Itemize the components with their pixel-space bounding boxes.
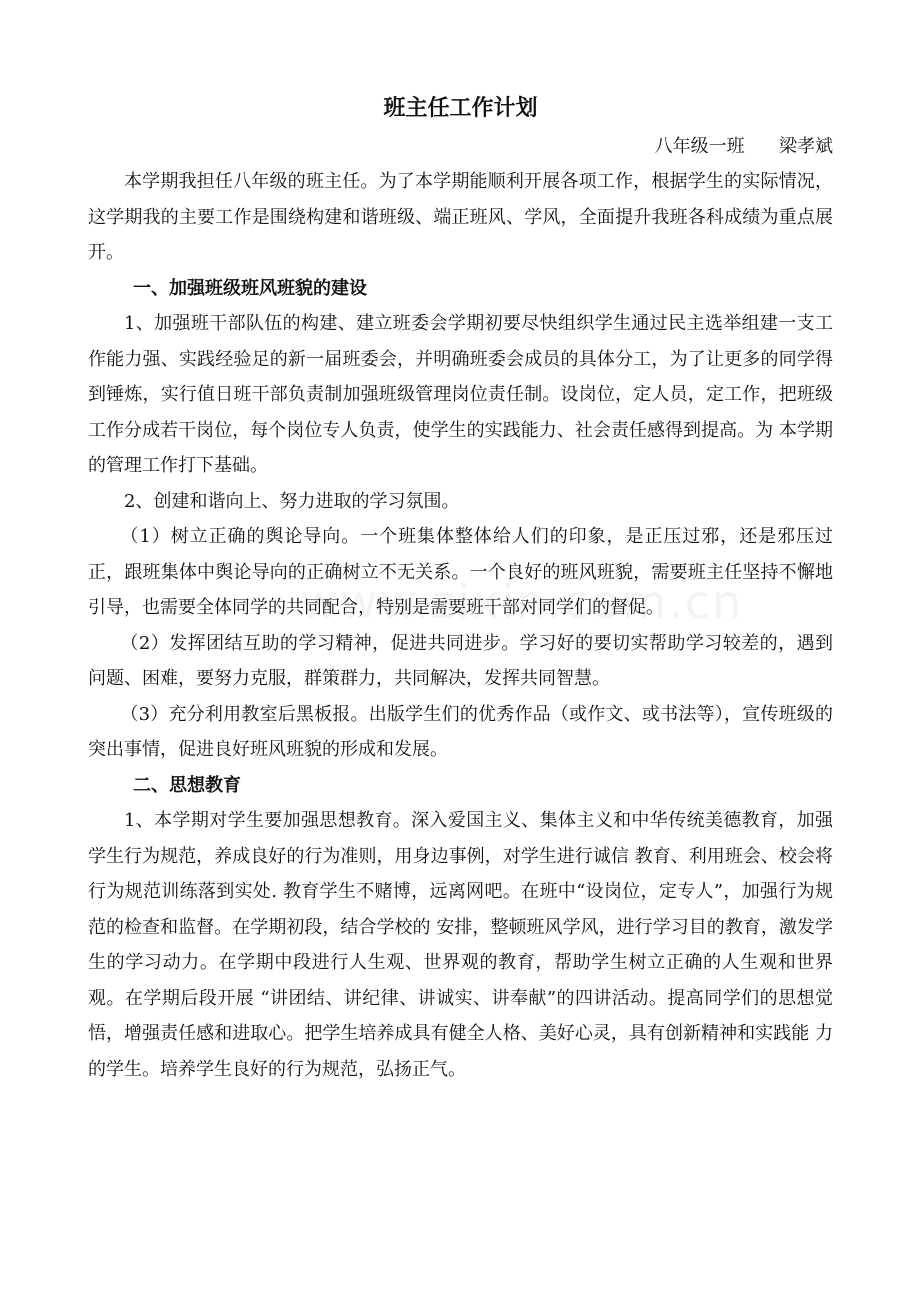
section-1-paragraph-2: 2、创建和谐向上、努力进取的学习氛围。	[124, 490, 460, 512]
section-1-paragraph-3: （1）树立正确的舆论导向。一个班集体整体给人们的印象，是正压过邪，还是邪压过正，跟班集体中舆论导向的正确树立不无关系。一个良好的班风班貌，需要班主任坚持不懈地引导，也需要全体同学的共同配合，特别是需要班干部对同学们的督促。	[88, 526, 833, 618]
section-1-heading: 一、加强班级班风班貌的建设	[133, 277, 367, 299]
section-1-paragraph-1: 1、加强班干部队伍的构建、建立班委会学期初要尽快组织学生通过民主选举组建一支工作能力强、实践经验足的新一届班委会，并明确班委会成员的具体分工，为了让更多的同学得到锤炼，实行值日班干部负责制加强班级管理岗位责任制。设岗位，定人员，定工作，把班级工作分成若干岗位，每个岗位专人负责，使学生的实践能力、社会责任感得到提高。为 本学期的管理工作打下基础。	[88, 313, 833, 476]
intro-paragraph: 本学期我担任八年级的班主任。为了本学期能顺利开展各项工作，根据学生的实际情况，这学期我的主要工作是围绕构建和谐班级、端正班风、学风，全面提升我班各科成绩为重点展开。	[88, 171, 833, 263]
section-2-heading: 二、思想教育	[133, 774, 241, 796]
author-byline: 八年级一班 梁孝斌	[654, 136, 833, 157]
section-1-paragraph-4: （2）发挥团结互助的学习精神，促进共同进步。学习好的要切实帮助学习较差的，遇到问题、困难，要努力克服，群策群力，共同解决，发挥共同智慧。	[88, 632, 833, 689]
section-1-paragraph-5: （3）充分利用教室后黑板报。出版学生们的优秀作品（或作文、或书法等），宣传班级的突出事情，促进良好班风班貌的形成和发展。	[88, 703, 833, 760]
document-title: 班主任工作计划	[383, 95, 538, 121]
document-page	[88, 88, 833, 1087]
section-2-paragraph-1: 1、本学期对学生要加强思想教育。深入爱国主义、集体主义和中华传统美德教育，加强学生行为规范，养成良好的行为准则，用身边事例，对学生进行诚信 教育、利用班会、校会将行为规范训练落到实处. 教育学生不赌博，远离网吧。在班中“设岗位，定专人”，加强行为规范的检查和监督。在学期初段，结合学校的 安排，整顿班风学风，进行学习目的教育，激发学生的学习动力。在学期中段进行人生观、世界观的教育，帮助学生树立正确的人生观和世界观。在学期后段开展 “讲团结、讲纪律、讲诚实、讲奉献”的四讲活动。提高同学们的思想觉悟，增强责任感和进取心。把学生培养成具有健全人格、美好心灵，具有创新精神和实践能 力的学生。培养学生良好的行为规范，弘扬正气。	[88, 810, 833, 1080]
